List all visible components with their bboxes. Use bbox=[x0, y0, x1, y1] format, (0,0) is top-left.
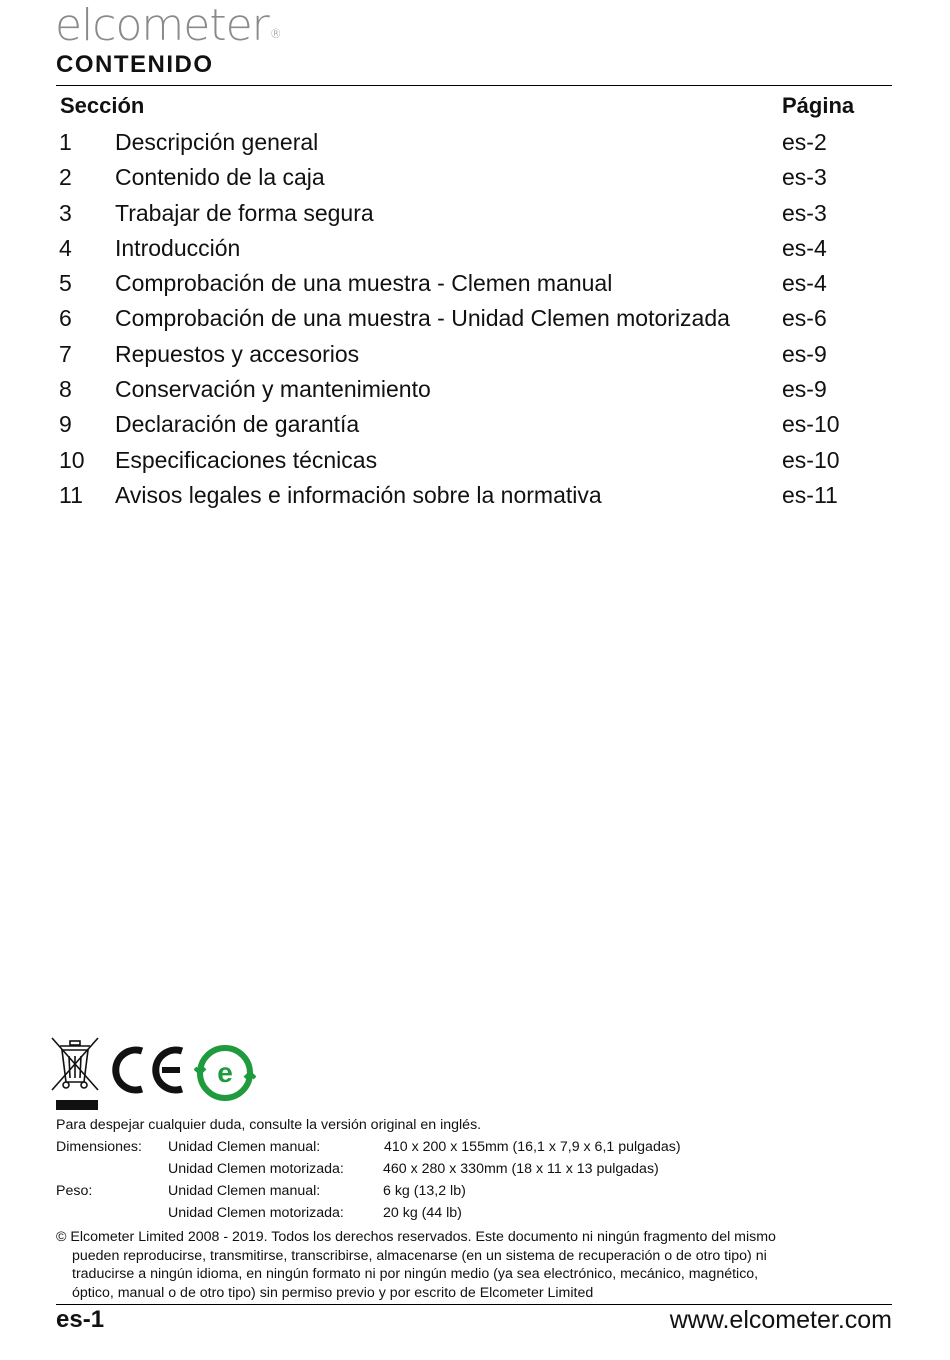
toc-entry-label: Declaración de garantía bbox=[115, 411, 360, 438]
toc-entry-number: 11 bbox=[59, 481, 83, 508]
toc-entry-number: 10 bbox=[59, 446, 85, 473]
toc-entry[interactable] bbox=[0, 479, 950, 514]
brand-name: elcometer bbox=[55, 0, 269, 51]
dim-motor-value: 460 x 280 x 330mm (18 x 11 x 13 pulgadas) bbox=[383, 1161, 659, 1177]
toc-entry-page: es-2 bbox=[782, 129, 827, 155]
footer-rule bbox=[56, 1304, 892, 1305]
copyright-line: óptico, manual o de otro tipo) sin permiso previo y por escrito de Elcometer Limited bbox=[72, 1284, 594, 1301]
toc-entry-page: es-4 bbox=[782, 270, 827, 297]
ce-mark-icon bbox=[112, 1045, 186, 1095]
wt-motor-value: 20 kg (44 lb) bbox=[383, 1205, 462, 1221]
copyright-line: pueden reproducirse, transmitirse, transcribirse, almacenarse (en un sistema de recuperación o de otro tipo) ni bbox=[72, 1247, 767, 1264]
toc-entry[interactable] bbox=[0, 408, 950, 443]
toc-entry-page: es-6 bbox=[782, 305, 827, 332]
toc-entry[interactable] bbox=[0, 197, 950, 232]
toc-entry[interactable] bbox=[0, 161, 950, 196]
language-note: Para despejar cualquier duda, consulte la versión original en inglés. bbox=[56, 1117, 482, 1133]
wt-manual-label: Unidad Clemen manual: bbox=[168, 1183, 321, 1199]
page-title: CONTENIDO bbox=[56, 51, 214, 78]
wt-motor-label: Unidad Clemen motorizada: bbox=[168, 1205, 344, 1221]
svg-text:e: e bbox=[217, 1057, 233, 1088]
toc-entry-label: Descripción general bbox=[115, 129, 319, 155]
toc-entry-label: Especificaciones técnicas bbox=[115, 446, 378, 473]
toc-page-header: Página bbox=[782, 93, 855, 118]
toc-entry-number: 2 bbox=[59, 164, 72, 191]
toc-entry-page: es-9 bbox=[782, 376, 827, 403]
toc-entry-page: es-10 bbox=[782, 411, 840, 438]
toc-entry-page: es-3 bbox=[782, 199, 827, 226]
website-link[interactable]: www.elcometer.com bbox=[669, 1306, 892, 1334]
toc-entry-label: Contenido de la caja bbox=[115, 164, 325, 191]
header-rule bbox=[56, 85, 892, 86]
china-rohs-eco-icon bbox=[194, 1044, 256, 1102]
weee-bin-icon bbox=[50, 1036, 100, 1112]
toc-entry-number: 6 bbox=[59, 305, 72, 332]
dim-manual-value: 410 x 200 x 155mm (16,1 x 7,9 x 6,1 pulgadas) bbox=[384, 1139, 681, 1155]
toc-entry-number: 3 bbox=[59, 199, 72, 226]
copyright-notice bbox=[56, 1228, 896, 1302]
toc-entry-number: 1 bbox=[59, 129, 72, 155]
toc-entry-number: 9 bbox=[59, 411, 72, 438]
toc-entry-number: 5 bbox=[59, 270, 72, 297]
toc-entry-number: 8 bbox=[59, 376, 72, 403]
compliance-icons bbox=[50, 1036, 270, 1112]
dim-motor-label: Unidad Clemen motorizada: bbox=[168, 1161, 344, 1177]
toc-entry[interactable] bbox=[0, 373, 950, 408]
table-of-contents bbox=[0, 126, 950, 514]
toc-section-header: Sección bbox=[60, 93, 145, 118]
toc-entry-label: Avisos legales e información sobre la normativa bbox=[115, 481, 602, 508]
elcometer-logo bbox=[55, 0, 281, 51]
toc-entry-page: es-9 bbox=[782, 340, 827, 367]
copyright-line: © Elcometer Limited 2008 - 2019. Todos los derechos reservados. Este documento ni ningún fragmento del mismo bbox=[56, 1229, 776, 1245]
toc-entry-page: es-10 bbox=[782, 446, 840, 473]
toc-entry[interactable] bbox=[0, 338, 950, 373]
registered-mark: ® bbox=[269, 27, 281, 41]
toc-entry[interactable] bbox=[0, 302, 950, 337]
toc-entry-label: Introducción bbox=[115, 234, 241, 261]
toc-entry-label: Conservación y mantenimiento bbox=[115, 376, 431, 403]
toc-entry[interactable] bbox=[0, 267, 950, 302]
toc-entry-label: Comprobación de una muestra - Clemen manual bbox=[115, 270, 613, 297]
toc-entry-label: Trabajar de forma segura bbox=[115, 199, 374, 226]
dimensions-label: Dimensiones: bbox=[56, 1139, 142, 1155]
toc-entry-number: 7 bbox=[59, 340, 72, 367]
copyright-line: traducirse a ningún idioma, en ningún formato ni por ningún medio (ya sea electrónico, mecánico, magnético, bbox=[72, 1266, 759, 1282]
wt-manual-value: 6 kg (13,2 lb) bbox=[383, 1183, 466, 1199]
toc-entry-label: Repuestos y accesorios bbox=[115, 340, 360, 367]
toc-entry[interactable] bbox=[0, 126, 950, 161]
toc-entry-page: es-3 bbox=[782, 164, 827, 191]
toc-entry-label: Comprobación de una muestra - Unidad Clemen motorizada bbox=[115, 305, 730, 332]
toc-entry[interactable] bbox=[0, 444, 950, 479]
weight-label: Peso: bbox=[56, 1183, 93, 1199]
toc-entry-page: es-11 bbox=[782, 481, 838, 508]
dim-manual-label: Unidad Clemen manual: bbox=[168, 1139, 321, 1155]
toc-entry-page: es-4 bbox=[782, 234, 827, 261]
toc-entry[interactable] bbox=[0, 232, 950, 267]
toc-entry-number: 4 bbox=[59, 234, 72, 261]
page-number: es-1 bbox=[56, 1306, 105, 1333]
